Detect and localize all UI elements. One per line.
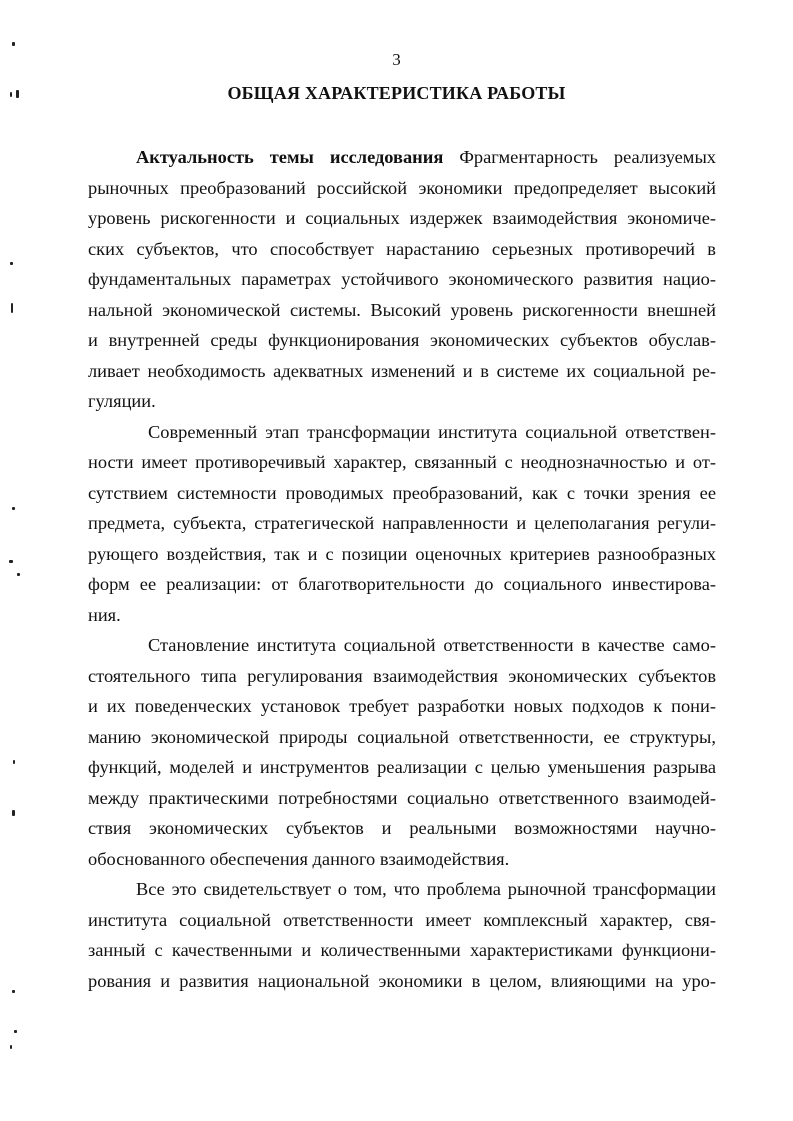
text-line: и внутренней среды функционирования экономических субъектов обуслав- <box>88 330 716 350</box>
text-line: форм ее реализации: от благотворительности до социального инвестирова- <box>88 574 716 594</box>
text-line: ствия экономических субъектов и реальными возможностями научно- <box>88 818 716 838</box>
scan-speck <box>12 990 15 993</box>
scan-speck <box>9 560 13 563</box>
scan-speck <box>14 1030 17 1033</box>
scan-speck <box>10 262 13 265</box>
text-line: стоятельного типа регулирования взаимодействия экономических субъектов <box>88 665 716 686</box>
page-title: ОБЩАЯ ХАРАКТЕРИСТИКА РАБОТЫ <box>227 83 566 103</box>
text-line: ливает необходимость адекватных изменений и в системе их социальной ре- <box>88 360 716 381</box>
text-line: рования и развития национальной экономики в целом, влияющими на уро- <box>88 970 716 991</box>
text-line: уровень рискогенности и социальных издержек взаимодействия экономиче- <box>88 208 716 228</box>
paragraph-relevance <box>88 142 716 417</box>
text-line: Актуальность темы исследования Фрагментарность реализуемых <box>136 147 717 167</box>
text-line: ских субъектов, что способствует нарастанию серьезных противоречий в <box>88 238 716 259</box>
text-line: ния. <box>88 604 121 625</box>
text-line: между практическими потребностями социально ответственного взаимодей- <box>88 787 716 808</box>
text-line: обоснованного обеспечения данного взаимодействия. <box>88 848 510 869</box>
text-line: Все это свидетельствует о том, что проблема рыночной трансформации <box>136 879 716 899</box>
paragraph-conclusion <box>88 874 716 996</box>
paragraph-current-stage <box>88 417 716 631</box>
scan-speck <box>12 42 15 46</box>
text-line: функций, моделей и инструментов реализации с целью уменьшения разрыва <box>88 757 716 777</box>
text-line: рующего воздействия, так и с позиции оценочных критериев разнообразных <box>88 543 716 564</box>
scan-margin-marks <box>0 0 40 1121</box>
text-line: нальной экономической системы. Высокий уровень рискогенности внешней <box>88 299 716 320</box>
text-line: манию экономической природы социальной ответственности, ее структуры, <box>88 726 716 747</box>
text-line: Современный этап трансформации института социальной ответствен- <box>148 421 716 442</box>
text-line: Становление института социальной ответственности в качестве само- <box>148 635 716 655</box>
scan-speck <box>11 303 13 313</box>
text-line: ности имеет противоречивый характер, связанный с неоднозначностью и от- <box>88 452 716 472</box>
text-line: фундаментальных параметрах устойчивого экономического развития нацио- <box>88 269 716 289</box>
body-text <box>88 142 716 996</box>
text-line: института социальной ответственности имеет комплексный характер, свя- <box>88 909 716 930</box>
text-line: гуляции. <box>88 391 156 411</box>
relevance-heading: Актуальность темы исследования <box>136 147 444 167</box>
text-line: и их поведенческих установок требует разработки новых подходов к пони- <box>88 696 716 716</box>
scan-speck <box>10 1045 12 1049</box>
scan-speck <box>12 810 15 816</box>
scan-speck <box>17 573 20 576</box>
text-line: предмета, субъекта, стратегической направленности и целеполагания регули- <box>88 513 716 533</box>
text-line: рыночных преобразований российской экономики предопределяет высокий <box>88 177 716 198</box>
text-line: занный с качественными и количественными характеристиками функциони- <box>88 940 716 960</box>
scan-speck <box>13 760 15 764</box>
text-line: сутствием системности проводимых преобразований, как с точки зрения ее <box>88 482 716 503</box>
scan-speck <box>12 507 15 510</box>
paragraph-formation <box>88 630 716 874</box>
page-number: 3 <box>392 50 401 69</box>
